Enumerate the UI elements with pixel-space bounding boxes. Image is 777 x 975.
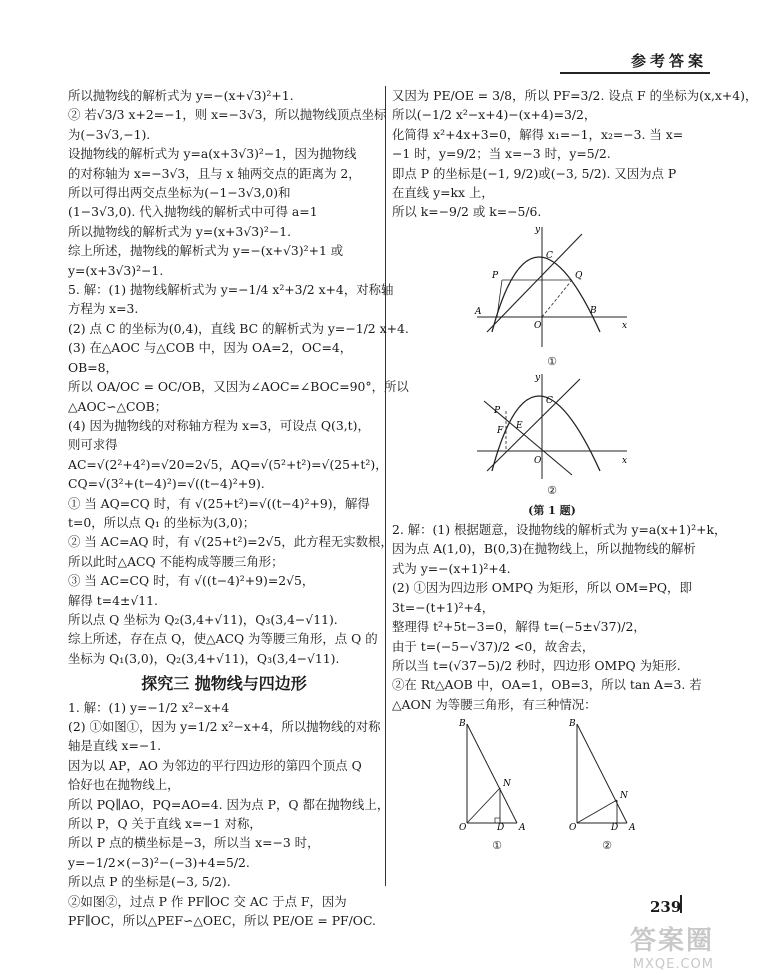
column-divider <box>385 86 386 886</box>
text-line: 则可求得 <box>68 437 118 453</box>
point-label: P <box>492 270 499 281</box>
segment-oq <box>542 280 572 317</box>
point-label: E <box>516 421 523 432</box>
text-line: 所以抛物线的解析式为 y=−(x+√3)²+1. <box>68 88 294 103</box>
text-line: ②如图②，过点 P 作 PF∥OC 交 AC 于点 F，因为 <box>68 893 347 909</box>
axis-label: y <box>535 373 541 384</box>
text-line: 所以(−1/2 x²−x+4)−(x+4)=3/2， <box>392 107 597 123</box>
point-label: O <box>534 456 542 467</box>
text-line: 因为以 AP，AO 为邻边的平行四边形的第四个顶点 Q <box>68 757 362 773</box>
text-line: 解得 t=4±√11. <box>68 592 158 608</box>
text-line: (2) 点 C 的坐标为(0,4)，直线 BC 的解析式为 y=−1/2 x+4. <box>68 320 409 336</box>
segment-ab <box>467 724 517 823</box>
triangle-figure-2-label: ② <box>602 838 612 852</box>
point-label: N <box>620 791 628 802</box>
text-line: 在直线 y=kx 上， <box>392 185 494 201</box>
point-label: C <box>546 250 553 261</box>
text-line: 化简得 x²+4x+3=0，解得 x₁=−1，x₂=−3. 当 x= <box>392 126 684 142</box>
triangle-figure-1 <box>457 718 537 855</box>
text-line: 恰好也在抛物线上， <box>68 777 180 793</box>
text-line: 3t=−(t+1)²+4， <box>392 599 495 615</box>
figure-1-label: ① <box>547 354 557 368</box>
text-line: 坐标为 Q₁(3,0)，Q₂(3,4+√11)，Q₃(3,4−√11). <box>68 650 340 666</box>
text-line: ③ 当 AC=CQ 时，有 √((t−4)²+9)=2√5， <box>68 573 315 589</box>
axis-label: x <box>622 320 628 331</box>
text-line: 所以点 P 的坐标是(−3, 5/2). <box>68 874 231 890</box>
text-line: 式为 y=−(x+1)²+4. <box>392 560 511 576</box>
point-label: D <box>611 823 619 831</box>
text-line: −1 时，y=9/2；当 x=−3 时，y=5/2. <box>392 146 611 162</box>
text-line: 所以 OA/OC = OC/OB，又因为∠AOC=∠BOC=90°，所以 <box>68 379 409 395</box>
point-label: B <box>459 719 466 730</box>
point-label: O <box>459 823 467 831</box>
section-title: 探究三 抛物线与四边形 <box>141 674 307 694</box>
page-number: 239 <box>650 898 682 916</box>
text-line: (2) ①如图①，因为 y=1/2 x²−x+4，所以抛物线的对称 <box>68 719 381 734</box>
parabola-curve <box>492 396 600 471</box>
axis-label: x <box>622 456 628 467</box>
axis-label: y <box>535 224 541 235</box>
parabola-curve <box>492 257 600 332</box>
point-label: B <box>590 305 597 316</box>
point-label: C <box>546 396 553 407</box>
text-line: 轴是直线 x=−1. <box>68 738 162 754</box>
segment-on <box>577 800 617 823</box>
text-line: 所以抛物线的解析式为 y=(x+3√3)²−1. <box>68 223 292 239</box>
watermark <box>630 920 714 972</box>
text-line: 整理得 t²+5t−3=0，解得 t=(−5±√37)/2， <box>392 619 646 635</box>
point-label: A <box>519 823 526 831</box>
text-line: 所以 k=−9/2 或 k=−5/6. <box>392 204 542 220</box>
point-label: O <box>534 320 542 331</box>
point-label: P <box>494 406 501 417</box>
problem-5-start: 5. 解：(1) 抛物线解析式为 y=−1/4 x²+3/2 x+4，对称轴 <box>68 282 394 298</box>
text-line: 即点 P 的坐标是(−1, 9/2)或(−3, 5/2). 又因为点 P <box>392 165 677 181</box>
page-header-title: 参考答案 <box>630 52 707 70</box>
text-line: 因为点 A(1,0)，B(0,3)在抛物线上，所以抛物线的解析 <box>392 541 696 557</box>
watermark-url: MXQE.COM <box>632 957 715 972</box>
watermark-text: 答案圈 <box>630 926 715 956</box>
figure-2-label: ② <box>547 484 557 498</box>
text-line: ② 当 AC=AQ 时，有 √(25+t²)=2√5，此方程无实数根， <box>68 534 393 550</box>
text-line: 所以可得出两交点坐标为(−1−3√3,0)和 <box>68 185 291 201</box>
text-line: 方程为 x=3. <box>68 301 139 317</box>
text-line: (1−3√3,0). 代入抛物线的解析式中可得 a=1 <box>68 204 318 220</box>
point-label: Q <box>575 270 583 281</box>
text-line: 由于 t=(−5−√37)/2 <0，故舍去， <box>392 638 595 654</box>
text-line: 所以 P，Q 关于直线 x=−1 对称， <box>68 816 262 832</box>
page-number-bar <box>680 895 682 913</box>
text-line: 的对称轴为 x=−3√3，且与 x 轴两交点的距离为 2， <box>68 165 361 181</box>
figure-caption: (第 1 题) <box>528 503 576 517</box>
point-label: O <box>569 823 577 831</box>
text-line: 综上所述，抛物线的解析式为 y=−(x+√3)²+1 或 <box>68 243 344 259</box>
problem-2-start: 2. 解：(1) 根据题意，设抛物线的解析式为 y=a(x+1)²+k， <box>392 522 727 538</box>
text-line: (3) 在△AOC 与△COB 中，因为 OA=2，OC=4， <box>68 340 353 356</box>
text-line: 所以 PQ∥AO，PQ=AO=4. 因为点 P，Q 都在抛物线上， <box>68 796 390 812</box>
point-label: B <box>569 719 576 730</box>
text-line: 所以 P 点的横坐标是−3，所以当 x=−3 时， <box>68 835 320 851</box>
text-line: ② 若√3/3 x+2=−1，则 x=−3√3，所以抛物线顶点坐标 <box>68 107 387 123</box>
parabola-figure-1 <box>472 222 632 352</box>
parabola-figure-2 <box>472 371 632 481</box>
text-line: CQ=√(3²+(t−4)²)=√((t−4)²+9). <box>68 476 265 492</box>
triangle-figure-1-label: ① <box>492 838 502 852</box>
text-line: OB=8， <box>68 359 118 375</box>
triangle-figure-2 <box>567 718 647 855</box>
left-column <box>68 86 409 930</box>
right-column <box>392 86 758 855</box>
point-label: A <box>475 306 482 317</box>
text-line: ① 当 AQ=CQ 时，有 √(25+t²)=√((t−4)²+9)，解得 <box>68 495 370 511</box>
text-line: 综上所述，存在点 Q，使△ACQ 为等腰三角形，点 Q 的 <box>68 631 378 647</box>
point-label: D <box>497 823 505 831</box>
text-line: △AON 为等腰三角形，有三种情况： <box>392 696 597 712</box>
text-line: 设抛物线的解析式为 y=a(x+3√3)²−1，因为抛物线 <box>68 146 357 162</box>
text-line: 为(−3√3,−1). <box>68 126 151 142</box>
text-line: y=(x+3√3)²−1. <box>68 262 164 278</box>
text-line: PF∥OC，所以△PEF∽△OEC，所以 PE/OE = PF/OC. <box>68 913 376 929</box>
text-line: AC=√(2²+4²)=√20=2√5，AQ=√(5²+t²)=√(25+t²)， <box>68 456 388 472</box>
text-line: 所以当 t=(√37−5)/2 秒时，四边形 OMPQ 为矩形. <box>392 657 681 673</box>
point-label: A <box>629 823 636 831</box>
text-line: ②在 Rt△AOB 中，OA=1，OB=3，所以 tan A=3. 若 <box>392 677 702 693</box>
text-line: △AOC∽△COB； <box>68 398 168 414</box>
triangle-diagram <box>457 718 537 830</box>
text-line: 所以此时△ACQ 不能构成等腰三角形； <box>68 553 284 569</box>
text-line: 所以点 Q 坐标为 Q₂(3,4+√11)，Q₃(3,4−√11). <box>68 611 338 627</box>
text-line: (4) 因为抛物线的对称轴方程为 x=3，可设点 Q(3,t)， <box>68 417 370 433</box>
text-line: y=−1/2×(−3)²−(−3)+4=5/2. <box>68 854 250 870</box>
text-line: t=0，所以点 Q₁ 的坐标为(3,0)； <box>68 514 256 530</box>
text-line: (2) ①因为四边形 OMPQ 为矩形，所以 OM=PQ，即 <box>392 580 692 596</box>
point-label: N <box>503 779 511 790</box>
header-rule <box>560 72 710 74</box>
point-label: F <box>497 426 504 437</box>
segment-ap <box>497 280 502 317</box>
problem-1-start: 1. 解：(1) y=−1/2 x²−x+4 <box>68 699 230 715</box>
triangle-figures <box>392 718 712 855</box>
text-line: 又因为 PE/OE = 3/8，所以 PF=3/2. 设点 F 的坐标为(x,x+4)， <box>392 88 758 103</box>
triangle-diagram <box>567 718 647 830</box>
